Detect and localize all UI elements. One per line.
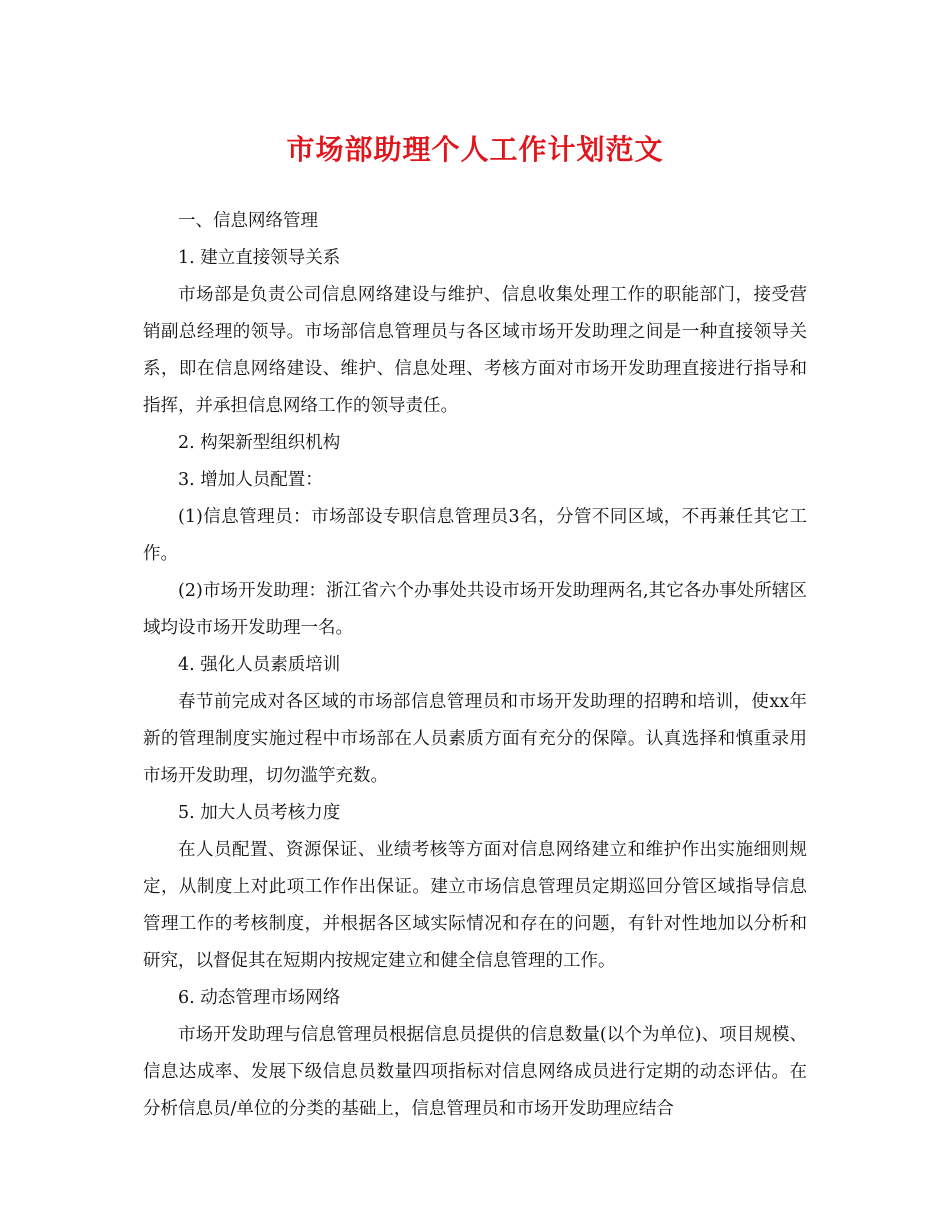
subheading-1: 1. 建立直接领导关系 [178,248,341,268]
document-title: 市场部助理个人工作计划范文 [286,133,664,166]
subheading-4: 4. 强化人员素质培训 [178,655,341,675]
list-item-1: (1)信息管理员：市场部设专职信息管理员3名，分管不同区域，不再兼任其它工作。 [143,507,807,564]
paragraph: 市场开发助理与信息管理员根据信息员提供的信息数量(以个为单位)、项目规模、信息达成率、发展下级信息员数量四项指标对信息网络成员进行定期的动态评估。在分析信息员/单位的分类的基础上，信息管理员和市场开发助理应结合 [143,1025,807,1119]
subheading-5: 5. 加大人员考核力度 [178,803,341,823]
paragraph: 在人员配置、资源保证、业绩考核等方面对信息网络建立和维护作出实施细则规定，从制度上对此项工作作出保证。建立市场信息管理员定期巡回分管区域指导信息管理工作的考核制度，并根据各区域实际情况和存在的问题，有针对性地加以分析和研究，以督促其在短期内按规定建立和健全信息管理的工作。 [143,840,807,971]
heading-section-1: 一、信息网络管理 [178,211,318,231]
paragraph: 市场部是负责公司信息网络建设与维护、信息收集处理工作的职能部门，接受营销副总经理的领导。市场部信息管理员与各区域市场开发助理之间是一种直接领导关系，即在信息网络建设、维护、信息处理、考核方面对市场开发助理直接进行指导和指挥，并承担信息网络工作的领导责任。 [143,285,807,416]
document-body [143,203,807,1128]
subheading-6: 6. 动态管理市场网络 [178,988,341,1008]
paragraph: 春节前完成对各区域的市场部信息管理员和市场开发助理的招聘和培训，使xx年新的管理制度实施过程中市场部在人员素质方面有充分的保障。认真选择和慎重录用市场开发助理，切勿滥竽充数。 [143,692,807,786]
subheading-3: 3. 增加人员配置： [178,470,323,490]
list-item-2: (2)市场开发助理：浙江省六个办事处共设市场开发助理两名,其它各办事处所辖区域均设市场开发助理一名。 [143,581,807,638]
subheading-2: 2. 构架新型组织机构 [178,433,341,453]
